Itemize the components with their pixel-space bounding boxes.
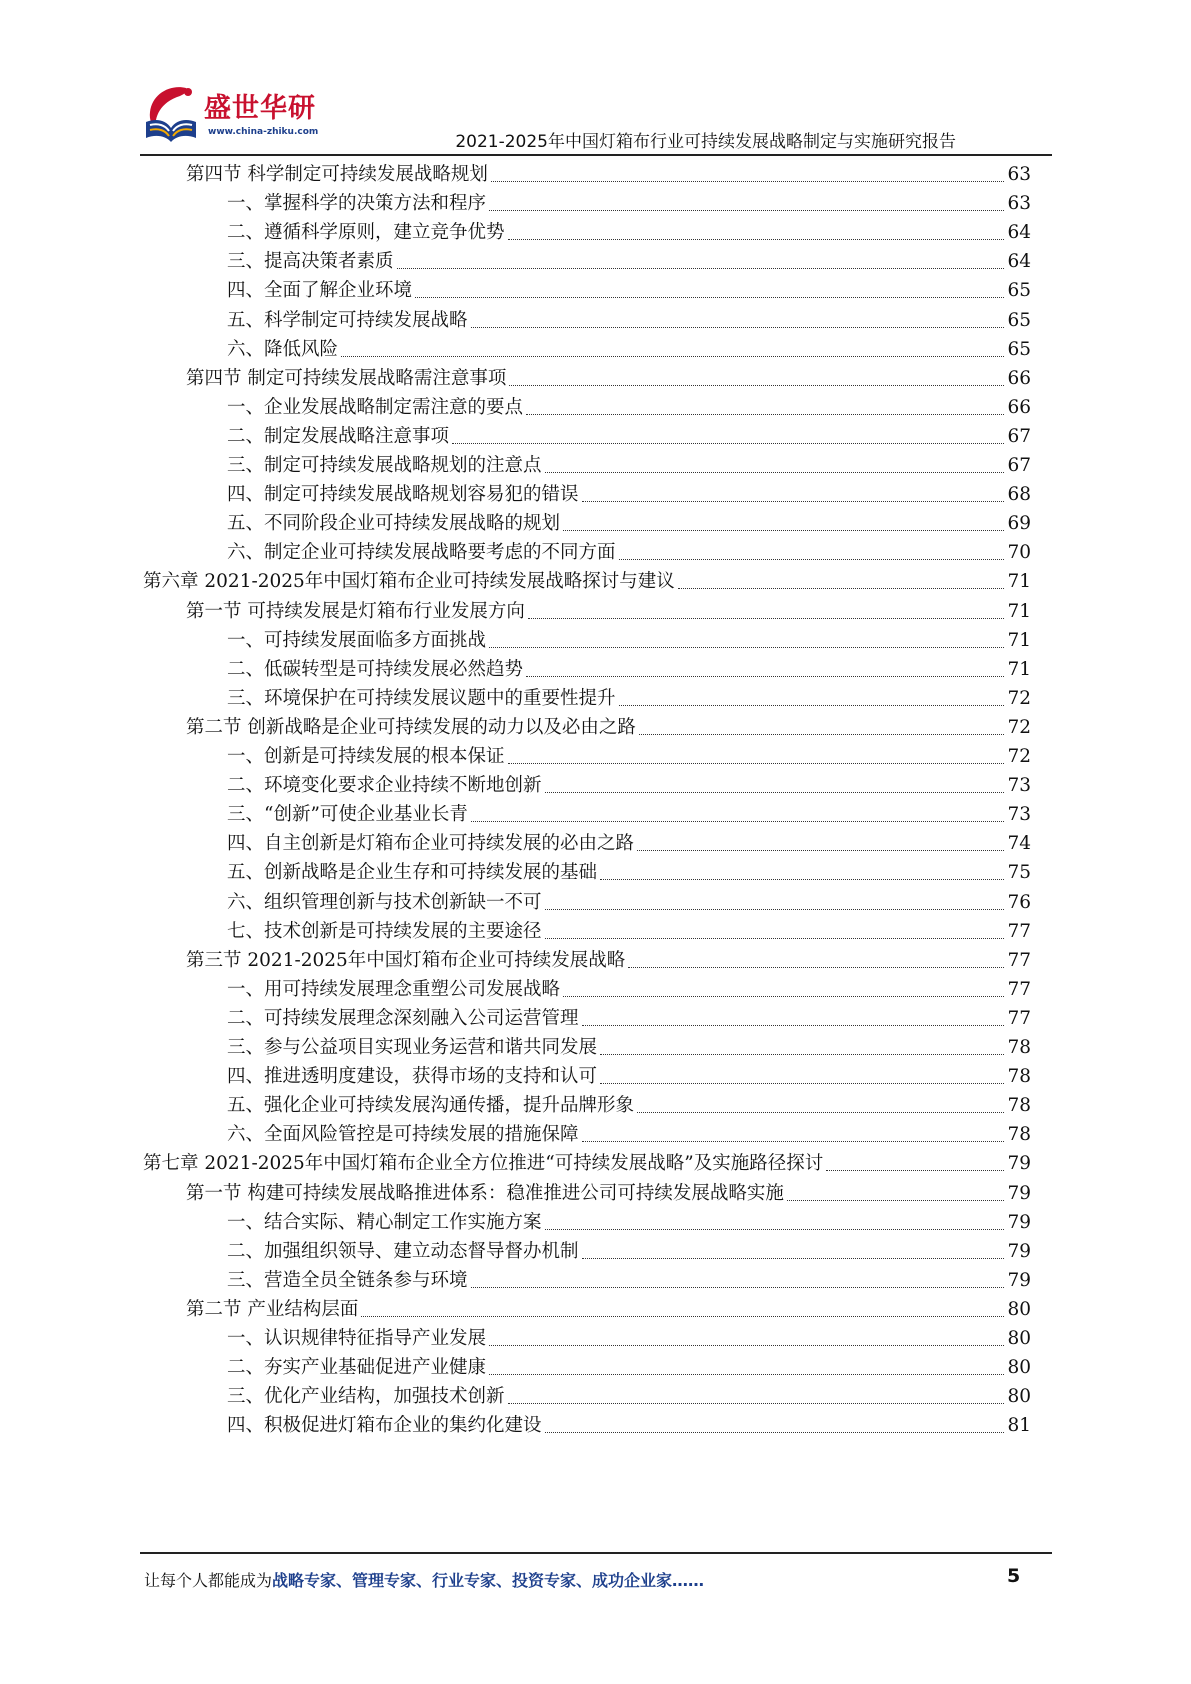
toc-dot-leader xyxy=(637,1111,1004,1113)
toc-entry-page: 79 xyxy=(1007,1182,1031,1204)
toc-entry-page: 71 xyxy=(1007,629,1031,651)
toc-entry-page: 78 xyxy=(1007,1095,1031,1117)
toc-entry-title: 三、环境保护在可持续发展议题中的重要性提升 xyxy=(227,687,616,709)
toc-entry[interactable] xyxy=(227,1323,1031,1354)
toc-entry-page: 77 xyxy=(1007,978,1031,1000)
toc-dot-leader xyxy=(545,791,1005,793)
toc-entry-page: 64 xyxy=(1007,222,1031,244)
toc-entry-title: 七、技术创新是可持续发展的主要途径 xyxy=(227,920,542,942)
toc-dot-leader xyxy=(545,1228,1005,1230)
toc-entry[interactable] xyxy=(227,334,1031,365)
toc-dot-leader xyxy=(582,500,1005,502)
toc-dot-leader xyxy=(526,413,1004,415)
toc-entry-title: 第二节 创新战略是企业可持续发展的动力以及必由之路 xyxy=(186,716,636,738)
toc-dot-leader xyxy=(508,1402,1005,1404)
toc-dot-leader xyxy=(628,966,1004,968)
toc-entry-title: 一、掌握科学的决策方法和程序 xyxy=(227,193,487,215)
toc-entry-page: 80 xyxy=(1007,1357,1031,1379)
toc-entry[interactable] xyxy=(143,566,1031,597)
toc-entry[interactable] xyxy=(227,625,1031,656)
toc-entry[interactable] xyxy=(227,305,1031,336)
toc-dot-leader xyxy=(582,1024,1005,1026)
page-number: 5 xyxy=(1007,1565,1021,1587)
toc-entry[interactable] xyxy=(186,712,1031,743)
toc-entry-title: 一、企业发展战略制定需注意的要点 xyxy=(227,396,524,418)
toc-dot-leader xyxy=(471,820,1005,822)
footer-slogan xyxy=(144,1568,704,1591)
toc-entry-page: 72 xyxy=(1007,746,1031,767)
toc-entry[interactable] xyxy=(227,217,1031,248)
toc-entry-title: 五、不同阶段企业可持续发展战略的规划 xyxy=(227,513,561,535)
toc-entry-title: 二、可持续发展理念深刻融入公司运营管理 xyxy=(227,1007,579,1029)
toc-entry-title: 六、制定企业可持续发展战略要考虑的不同方面 xyxy=(227,542,616,564)
toc-entry-page: 63 xyxy=(1007,164,1031,185)
toc-entry[interactable] xyxy=(227,537,1031,568)
toc-entry[interactable] xyxy=(227,799,1031,830)
toc-entry[interactable] xyxy=(186,945,1031,976)
toc-entry-title: 三、优化产业结构，加强技术创新 xyxy=(227,1386,505,1408)
toc-entry-page: 67 xyxy=(1007,455,1031,476)
toc-dot-leader xyxy=(582,1257,1005,1259)
toc-entry-page: 66 xyxy=(1007,367,1031,389)
header-divider xyxy=(140,154,1052,156)
toc-entry-page: 65 xyxy=(1007,338,1031,360)
toc-dot-leader xyxy=(637,849,1004,851)
toc-dot-leader xyxy=(491,180,1005,182)
toc-entry-title: 三、制定可持续发展战略规划的注意点 xyxy=(227,455,542,476)
report-title: 2021-2025年中国灯箱布行业可持续发展战略制定与实施研究报告 xyxy=(455,132,956,152)
toc-entry-title: 四、推进透明度建设，获得市场的支持和认可 xyxy=(227,1066,598,1088)
toc-entry[interactable] xyxy=(227,1410,1031,1441)
toc-entry-page: 67 xyxy=(1007,425,1031,447)
toc-dot-leader xyxy=(545,937,1005,939)
toc-entry-title: 二、加强组织领导、建立动态督导督办机制 xyxy=(227,1240,579,1262)
toc-entry[interactable] xyxy=(186,159,1031,190)
toc-entry[interactable] xyxy=(186,596,1031,627)
toc-entry-title: 四、全面了解企业环境 xyxy=(227,280,413,302)
toc-entry[interactable] xyxy=(186,1294,1031,1325)
toc-dot-leader xyxy=(489,209,1004,211)
toc-entry-page: 80 xyxy=(1007,1386,1031,1408)
toc-entry-page: 70 xyxy=(1007,542,1031,564)
toc-entry-title: 一、结合实际、精心制定工作实施方案 xyxy=(227,1211,542,1233)
toc-entry-title: 三、参与公益项目实现业务运营和谐共同发展 xyxy=(227,1037,598,1058)
toc-entry[interactable] xyxy=(227,916,1031,947)
toc-entry-page: 79 xyxy=(1007,1211,1031,1233)
toc-entry-page: 80 xyxy=(1007,1298,1031,1320)
toc-dot-leader xyxy=(471,1286,1005,1288)
toc-entry-page: 72 xyxy=(1007,687,1031,709)
toc-dot-leader xyxy=(563,995,1004,997)
toc-entry[interactable] xyxy=(227,275,1031,306)
toc-entry-title: 一、认识规律特征指导产业发展 xyxy=(227,1328,487,1349)
toc-entry[interactable] xyxy=(227,741,1031,772)
toc-entry-page: 79 xyxy=(1007,1240,1031,1262)
toc-dot-leader xyxy=(678,587,1005,589)
toc-entry-title: 二、低碳转型是可持续发展必然趋势 xyxy=(227,658,524,680)
toc-entry-title: 一、可持续发展面临多方面挑战 xyxy=(227,629,487,651)
toc-entry-page: 80 xyxy=(1007,1328,1031,1349)
toc-entry[interactable] xyxy=(227,974,1031,1005)
toc-dot-leader xyxy=(826,1169,1004,1171)
toc-entry-title: 第四节 制定可持续发展战略需注意事项 xyxy=(186,367,507,389)
toc-entry-page: 71 xyxy=(1007,600,1031,622)
toc-entry-page: 78 xyxy=(1007,1066,1031,1088)
toc-entry[interactable] xyxy=(227,1207,1031,1238)
footer-slogan-roles: 战略专家、管理专家、行业专家、投资专家、成功企业家…… xyxy=(272,1571,705,1590)
toc-dot-leader xyxy=(545,471,1005,473)
toc-entry-page: 64 xyxy=(1007,251,1031,273)
toc-entry-page: 77 xyxy=(1007,1007,1031,1029)
toc-entry-page: 79 xyxy=(1007,1269,1031,1291)
toc-dot-leader xyxy=(600,1053,1004,1055)
toc-entry-page: 77 xyxy=(1007,949,1031,971)
toc-entry-title: 三、“创新”可使企业基业长青 xyxy=(227,804,468,826)
toc-entry-title: 第七章 2021-2025年中国灯箱布企业全方位推进“可持续发展战略”及实施路径探讨 xyxy=(143,1153,824,1175)
toc-dot-leader xyxy=(639,733,1005,735)
toc-entry[interactable] xyxy=(227,1090,1031,1121)
toc-entry-title: 五、科学制定可持续发展战略 xyxy=(227,309,468,331)
toc-dot-leader xyxy=(526,675,1004,677)
toc-entry-title: 六、组织管理创新与技术创新缺一不可 xyxy=(227,891,542,913)
toc-entry[interactable] xyxy=(227,246,1031,277)
toc-entry-page: 78 xyxy=(1007,1037,1031,1058)
toc-dot-leader xyxy=(489,646,1004,648)
toc-entry-page: 79 xyxy=(1007,1153,1031,1175)
toc-entry[interactable] xyxy=(186,1178,1031,1209)
toc-entry-page: 65 xyxy=(1007,280,1031,302)
toc-dot-leader xyxy=(509,384,1004,386)
toc-entry-page: 72 xyxy=(1007,716,1031,738)
toc-entry-title: 第三节 2021-2025年中国灯箱布企业可持续发展战略 xyxy=(186,949,626,971)
toc-entry[interactable] xyxy=(227,450,1031,481)
toc-dot-leader xyxy=(341,355,1004,357)
toc-dot-leader xyxy=(489,1344,1004,1346)
toc-dot-leader xyxy=(600,1082,1004,1084)
toc-entry[interactable] xyxy=(227,1236,1031,1267)
toc-entry[interactable] xyxy=(227,770,1031,801)
toc-entry[interactable] xyxy=(186,363,1031,394)
toc-entry[interactable] xyxy=(227,1003,1031,1034)
toc-dot-leader xyxy=(415,296,1004,298)
toc-dot-leader xyxy=(508,238,1005,240)
toc-dot-leader xyxy=(619,704,1005,706)
toc-entry-title: 第六章 2021-2025年中国灯箱布企业可持续发展战略探讨与建议 xyxy=(143,571,675,593)
toc-entry-title: 三、提高决策者素质 xyxy=(227,251,394,273)
toc-entry-page: 71 xyxy=(1007,571,1031,593)
logo-url: www.china-zhiku.com xyxy=(208,127,319,137)
toc-dot-leader xyxy=(582,1140,1005,1142)
toc-entry-title: 四、自主创新是灯箱布企业可持续发展的必由之路 xyxy=(227,833,635,855)
company-logo xyxy=(140,82,319,150)
toc-entry-page: 75 xyxy=(1007,862,1031,884)
toc-entry-page: 65 xyxy=(1007,309,1031,331)
toc-entry-title: 五、创新战略是企业生存和可持续发展的基础 xyxy=(227,862,598,884)
toc-entry[interactable] xyxy=(227,654,1031,685)
toc-entry-title: 二、遵循科学原则，建立竞争优势 xyxy=(227,222,505,244)
toc-entry[interactable] xyxy=(227,857,1031,888)
toc-entry[interactable] xyxy=(227,1265,1031,1296)
toc-entry-title: 五、强化企业可持续发展沟通传播，提升品牌形象 xyxy=(227,1095,635,1117)
toc-dot-leader xyxy=(361,1315,1004,1317)
toc-entry[interactable] xyxy=(227,1061,1031,1092)
toc-dot-leader xyxy=(489,1373,1004,1375)
toc-entry-page: 71 xyxy=(1007,658,1031,680)
toc-entry[interactable] xyxy=(227,683,1031,714)
footer-slogan-prefix: 让每个人都能成为 xyxy=(144,1571,273,1590)
toc-entry-page: 66 xyxy=(1007,396,1031,418)
toc-entry-title: 第一节 构建可持续发展战略推进体系：稳准推进公司可持续发展战略实施 xyxy=(186,1182,784,1204)
page-header xyxy=(0,0,1191,160)
toc-entry[interactable] xyxy=(227,188,1031,219)
toc-entry-title: 二、夯实产业基础促进产业健康 xyxy=(227,1357,487,1379)
toc-entry[interactable] xyxy=(227,828,1031,859)
toc-entry-page: 73 xyxy=(1007,804,1031,826)
toc-entry[interactable] xyxy=(143,1148,1031,1179)
toc-dot-leader xyxy=(397,267,1005,269)
toc-entry-page: 69 xyxy=(1007,513,1031,535)
toc-dot-leader xyxy=(508,762,1005,764)
toc-entry-title: 第四节 科学制定可持续发展战略规划 xyxy=(186,164,488,185)
toc-entry-title: 四、积极促进灯箱布企业的集约化建设 xyxy=(227,1415,542,1437)
toc-entry[interactable] xyxy=(227,421,1031,452)
toc-entry-title: 二、环境变化要求企业持续不断地创新 xyxy=(227,775,542,797)
toc-entry[interactable] xyxy=(227,392,1031,423)
toc-entry-title: 六、全面风险管控是可持续发展的措施保障 xyxy=(227,1124,579,1146)
footer-divider xyxy=(140,1552,1052,1554)
toc-entry-page: 63 xyxy=(1007,193,1031,215)
toc-entry[interactable] xyxy=(227,887,1031,918)
toc-entry[interactable] xyxy=(227,1119,1031,1150)
toc-entry-title: 二、制定发展战略注意事项 xyxy=(227,425,450,447)
toc-entry-title: 四、制定可持续发展战略规划容易犯的错误 xyxy=(227,484,579,506)
logo-book-swoosh-icon xyxy=(140,82,202,146)
logo-name: 盛世华研 xyxy=(204,93,316,124)
toc-dot-leader xyxy=(563,529,1004,531)
toc-entry[interactable] xyxy=(227,1352,1031,1383)
toc-entry[interactable] xyxy=(227,1032,1031,1063)
toc-dot-leader xyxy=(452,442,1004,444)
toc-entry-page: 77 xyxy=(1007,920,1031,942)
toc-entry[interactable] xyxy=(227,508,1031,539)
toc-dot-leader xyxy=(787,1199,1005,1201)
toc-entry-title: 一、创新是可持续发展的根本保证 xyxy=(227,746,505,767)
toc-dot-leader xyxy=(471,326,1005,328)
toc-entry-page: 78 xyxy=(1007,1124,1031,1146)
toc-entry[interactable] xyxy=(227,1381,1031,1412)
toc-entry-title: 三、营造全员全链条参与环境 xyxy=(227,1269,468,1291)
toc-dot-leader xyxy=(545,908,1005,910)
toc-entry[interactable] xyxy=(227,479,1031,510)
toc-entry-page: 74 xyxy=(1007,833,1031,855)
toc-entry-page: 76 xyxy=(1007,891,1031,913)
toc-entry-title: 第一节 可持续发展是灯箱布行业发展方向 xyxy=(186,600,525,622)
toc-entry-page: 68 xyxy=(1007,484,1031,506)
toc-entry-page: 81 xyxy=(1007,1415,1031,1437)
toc-entry-title: 第二节 产业结构层面 xyxy=(186,1298,359,1320)
toc-entry-title: 一、用可持续发展理念重塑公司发展战略 xyxy=(227,978,561,1000)
toc-dot-leader xyxy=(600,878,1004,880)
toc-dot-leader xyxy=(528,617,1005,619)
toc-dot-leader xyxy=(619,558,1005,560)
toc-entry-title: 六、降低风险 xyxy=(227,338,339,360)
toc-dot-leader xyxy=(545,1431,1005,1433)
toc-entry-page: 73 xyxy=(1007,775,1031,797)
